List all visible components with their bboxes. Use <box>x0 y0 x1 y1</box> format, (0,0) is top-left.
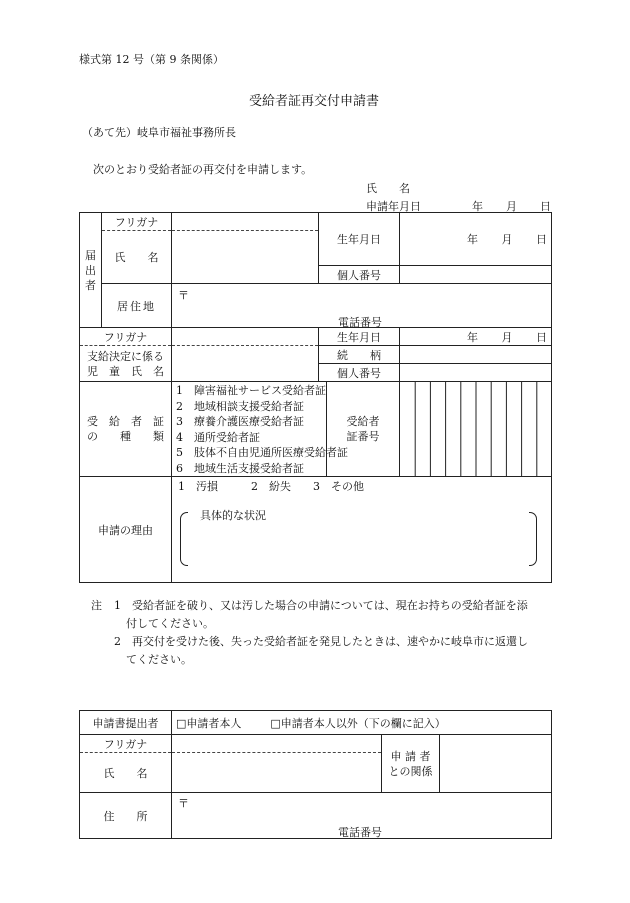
submitter-relation-label: 申 請 者 との関係 <box>382 735 440 793</box>
child-birth-field[interactable]: 年 月 日 <box>400 328 552 346</box>
note-2-line-1: 2 再交付を受けた後、失った受給者証を発見したときは、速やかに岐阜市に返還し <box>114 635 528 648</box>
certificate-type-5[interactable]: 5 肢体不自由児通所医療受給者証 <box>176 446 348 459</box>
apply-date-month: 月 <box>506 200 517 213</box>
child-furigana-field[interactable] <box>172 328 319 346</box>
notifier-furigana-field[interactable] <box>172 213 319 231</box>
main-form-table <box>79 212 552 583</box>
apply-date-year: 年 <box>472 200 483 213</box>
addressee: （あて先）岐阜市福祉事務所長 <box>82 126 236 139</box>
page-title: 受給者証再交付申請書 <box>249 94 380 109</box>
notifier-personal-no-field[interactable] <box>400 266 552 284</box>
notifier-address-label: 居住地 <box>102 284 172 328</box>
child-birth-label: 生年月日 <box>319 328 400 346</box>
note-1-line-2: 付してください。 <box>126 617 214 630</box>
notifier-name-label: 氏 名 <box>102 231 172 284</box>
submitter-address-label: 住 所 <box>80 793 172 839</box>
bracket-left-icon <box>180 512 188 566</box>
child-name-label: 支給決定に係る 児 童 氏 名 <box>80 346 172 382</box>
applicant-name-label: 氏 名 <box>366 182 410 195</box>
notifier-birth-field[interactable]: 年 月 日 <box>400 213 552 266</box>
note-2-line-2: てください。 <box>126 653 192 666</box>
certificate-type-1[interactable]: 1 障害福祉サービス受給者証 <box>176 384 326 397</box>
child-name-field[interactable] <box>172 346 319 382</box>
certificate-type-6[interactable]: 6 地域生活支援受給者証 <box>176 461 304 475</box>
submitter-other-checkbox[interactable]: □申請者本人以外（下の欄に記入） <box>270 716 446 730</box>
certificate-number-label: 受給者 証番号 <box>327 382 400 477</box>
notifier-personal-no-label: 個人番号 <box>319 266 400 284</box>
bracket-right-icon <box>529 512 537 566</box>
submitter-furigana-label: フリガナ <box>80 735 172 753</box>
notifier-postal-mark: 〒 <box>178 289 189 302</box>
reason-detail-label: 具体的な状況 <box>200 509 266 522</box>
certificate-type-2[interactable]: 2 地域相談支援受給者証 <box>176 399 304 413</box>
notifier-phone-label: 電話番号 <box>338 316 382 329</box>
apply-date-label: 申請年月日 <box>366 200 421 213</box>
form-number: 様式第 12 号（第 9 条関係） <box>79 53 224 66</box>
note-1-line-1: 1 受給者証を破り、又は汚した場合の申請については、現在お持ちの受給者証を添 <box>114 599 528 612</box>
notifier-furigana-label: フリガナ <box>102 213 172 231</box>
apply-date-day: 日 <box>540 200 551 213</box>
notifier-section-label: 届 出 者 <box>80 213 102 328</box>
intro-text: 次のとおり受給者証の再交付を申請します。 <box>93 163 313 176</box>
reason-label: 申請の理由 <box>80 477 172 583</box>
notifier-address-field[interactable] <box>172 284 552 328</box>
child-relation-field[interactable] <box>400 346 552 364</box>
certificate-type-list <box>172 382 348 477</box>
reason-options[interactable]: 1 汚損 2 紛失 3 その他 <box>178 480 364 493</box>
child-personal-no-field[interactable] <box>400 364 552 382</box>
notifier-name-field[interactable] <box>172 231 319 284</box>
reason-field[interactable] <box>172 477 552 583</box>
submitter-label: 申請書提出者 <box>80 711 172 735</box>
child-personal-no-label: 個人番号 <box>319 364 400 382</box>
submitter-self-checkbox[interactable]: □申請者本人 <box>176 716 242 730</box>
submitter-furigana-field[interactable] <box>172 735 382 753</box>
submitter-options <box>172 711 552 735</box>
certificate-type-4[interactable]: 4 通所受給者証 <box>176 430 260 444</box>
submitter-table <box>79 710 552 839</box>
notes-prefix: 注 <box>91 599 102 612</box>
submitter-name-label: 氏 名 <box>80 753 172 793</box>
submitter-relation-field[interactable] <box>440 735 552 793</box>
notifier-birth-label: 生年月日 <box>319 213 400 266</box>
certificate-type-3[interactable]: 3 療養介護医療受給者証 <box>176 415 304 428</box>
child-relation-label: 続 柄 <box>319 346 400 364</box>
child-furigana-label: フリガナ <box>80 328 172 346</box>
submitter-address-field[interactable] <box>172 793 552 839</box>
submitter-phone-label: 電話番号 <box>338 826 382 839</box>
certificate-type-label: 受 給 者 証 の 種 類 <box>80 382 172 477</box>
certificate-number-grid[interactable] <box>400 382 552 477</box>
submitter-name-field[interactable] <box>172 753 382 793</box>
submitter-postal-mark: 〒 <box>178 797 189 810</box>
